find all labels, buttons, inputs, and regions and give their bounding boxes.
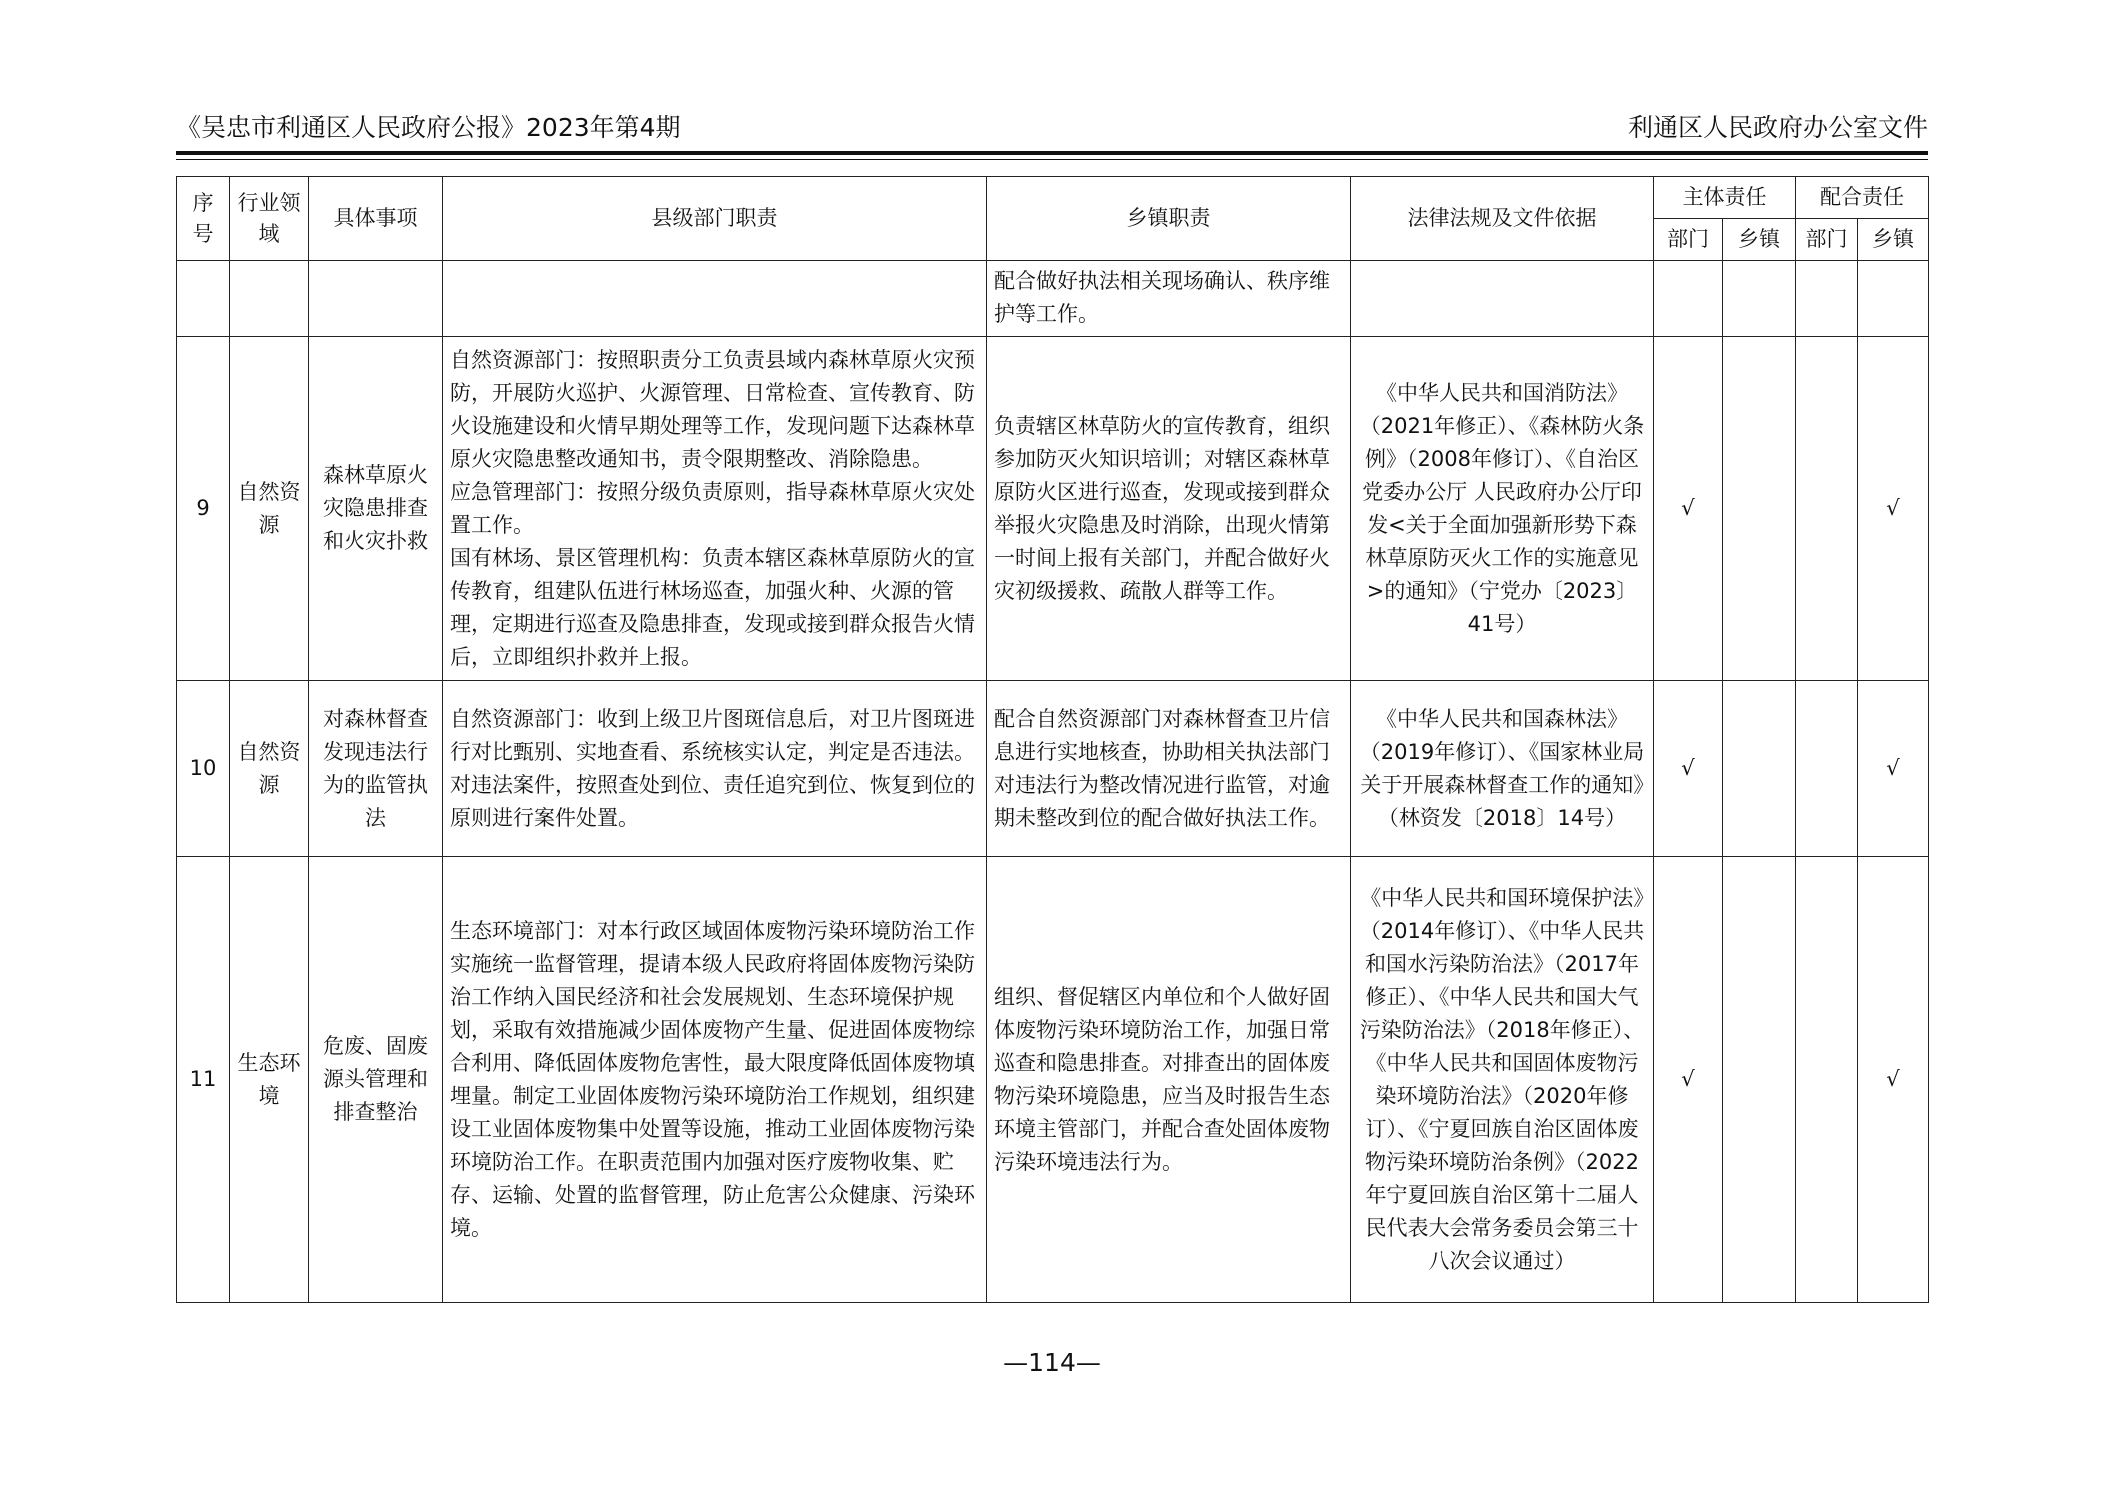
table-row (177, 857, 1929, 1303)
header-law-basis: 法律法规及文件依据 (1351, 177, 1654, 261)
header-field: 行业领域 (230, 177, 309, 261)
township-paragraph: 负责辖区林草防火的宣传教育，组织参加防灭火知识培训；对辖区森林草原防火区进行巡查，发现或接到群众举报火灾隐患及时消除，出现火情第一时间上报有关部门，并配合做好火灾初级援救、疏散人群等工作。 (994, 413, 1330, 603)
header-rule-thick (176, 151, 1928, 155)
township-paragraph: 配合做好执法相关现场确认、秩序维护等工作。 (994, 269, 1330, 326)
row-coop-dept (1796, 681, 1858, 857)
county-paragraph: 生态环境部门：对本行政区域固体废物污染环境防治工作实施统一监督管理，提请本级人民政府将固体废物污染防治工作纳入国民经济和社会发展规划、生态环境保护规划，采取有效措施减少固体废物产生量、促进固体废物综合利用、降低固体废物危害性，最大限度降低固体废物填埋量。制定工业固体废物污染环境防治工作规划，组织建设工业固体废物集中处置等设施，推动工业固体废物污染环境防治工作。在职责范围内加强对医疗废物收集、贮存、运输、处置的监督管理，防止危害公众健康、污染环境。 (450, 918, 975, 1240)
header-coop-town: 乡镇 (1858, 219, 1929, 261)
row-county-duty (443, 681, 987, 857)
issuing-office: 利通区人民政府办公室文件 (1627, 113, 1928, 142)
row-coop-town: √ (1858, 857, 1929, 1303)
row-main-town (1723, 261, 1796, 337)
row-township-duty (987, 261, 1351, 337)
row-main-dept: √ (1654, 857, 1723, 1303)
row-main-dept (1654, 261, 1723, 337)
township-paragraph: 配合自然资源部门对森林督查卫片信息进行实地核查，协助相关执法部门对违法行为整改情况进行监管，对逾期未整改到位的配合做好执法工作。 (994, 706, 1330, 830)
county-paragraph: 自然资源部门：收到上级卫片图斑信息后，对卫片图斑进行对比甄别、实地查看、系统核实认定，判定是否违法。对违法案件，按照查处到位、责任追究到位、恢复到位的原则进行案件处置。 (450, 706, 975, 830)
row-coop-town: √ (1858, 681, 1929, 857)
row-coop-dept (1796, 857, 1858, 1303)
row-main-town (1723, 681, 1796, 857)
row-item: 森林草原火灾隐患排查和火灾扑救 (309, 337, 443, 681)
header-main-responsibility: 主体责任 (1654, 177, 1796, 219)
header-township-duty: 乡镇职责 (987, 177, 1351, 261)
row-township-duty (987, 681, 1351, 857)
header-main-dept: 部门 (1654, 219, 1723, 261)
row-township-duty (987, 857, 1351, 1303)
row-main-town (1723, 337, 1796, 681)
row-law-basis: 《中华人民共和国森林法》（2019年修订）、《国家林业局关于开展森林督查工作的通知》（林资发〔2018〕14号） (1351, 681, 1654, 857)
row-seq: 9 (177, 337, 230, 681)
row-coop-town (1858, 261, 1929, 337)
row-coop-dept (1796, 337, 1858, 681)
header-rule-thin (176, 159, 1928, 160)
row-item (309, 261, 443, 337)
header-seq: 序号 (177, 177, 230, 261)
row-coop-dept (1796, 261, 1858, 337)
county-paragraph: 国有林场、景区管理机构：负责本辖区森林草原防火的宣传教育，组建队伍进行林场巡查，加强火种、火源的管理，定期进行巡查及隐患排查，发现或接到群众报告火情后，立即组织扑救并上报。 (450, 545, 975, 669)
header-main-town: 乡镇 (1723, 219, 1796, 261)
row-main-dept: √ (1654, 337, 1723, 681)
header-coop-responsibility: 配合责任 (1796, 177, 1929, 219)
table-row (177, 681, 1929, 857)
row-coop-town: √ (1858, 337, 1929, 681)
header-item: 具体事项 (309, 177, 443, 261)
table-row (177, 261, 1929, 337)
county-paragraph: 自然资源部门：按照职责分工负责县域内森林草原火灾预防，开展防火巡护、火源管理、日常检查、宣传教育、防火设施建设和火情早期处理等工作，发现问题下达森林草原火灾隐患整改通知书，责令限期整改、消除隐患。 (450, 347, 975, 471)
row-law-basis: 《中华人民共和国消防法》（2021年修正）、《森林防火条例》（2008年修订）、《自治区党委办公厅 人民政府办公厅印发<关于全面加强新形势下森林草原防灭火工作的实施意见>的通知》（宁党办〔2023〕41号） (1351, 337, 1654, 681)
row-county-duty (443, 337, 987, 681)
row-field: 生态环境 (230, 857, 309, 1303)
row-law-basis (1351, 261, 1654, 337)
row-county-duty (443, 857, 987, 1303)
row-law-basis: 《中华人民共和国环境保护法》（2014年修订）、《中华人民共和国水污染防治法》（2017年修正）、《中华人民共和国大气污染防治法》（2018年修正）、《中华人民共和国固体废物污染环境防治法》（2020年修订）、《宁夏回族自治区固体废物污染环境防治条例》（2022年宁夏回族自治区第十二届人民代表大会常务委员会第三十八次会议通过） (1351, 857, 1654, 1303)
row-item: 对森林督查发现违法行为的监管执法 (309, 681, 443, 857)
bulletin-title: 《吴忠市利通区人民政府公报》2023年第4期 (176, 113, 681, 142)
row-field: 自然资源 (230, 681, 309, 857)
township-paragraph: 组织、督促辖区内单位和个人做好固体废物污染环境防治工作，加强日常巡查和隐患排查。对排查出的固体废物污染环境隐患，应当及时报告生态环境主管部门，并配合查处固体废物污染环境违法行为。 (994, 984, 1330, 1174)
row-main-town (1723, 857, 1796, 1303)
header-county-duty: 县级部门职责 (443, 177, 987, 261)
row-township-duty (987, 337, 1351, 681)
row-field (230, 261, 309, 337)
row-item: 危废、固废源头管理和排查整治 (309, 857, 443, 1303)
row-seq: 10 (177, 681, 230, 857)
table-row (177, 337, 1929, 681)
header-coop-dept: 部门 (1796, 219, 1858, 261)
county-paragraph: 应急管理部门：按照分级负责原则，指导森林草原火灾处置工作。 (450, 479, 975, 537)
responsibility-table (176, 176, 1929, 1303)
row-seq: 11 (177, 857, 230, 1303)
page-number: —114— (1003, 1348, 1101, 1377)
row-main-dept: √ (1654, 681, 1723, 857)
row-field: 自然资源 (230, 337, 309, 681)
row-seq (177, 261, 230, 337)
row-county-duty (443, 261, 987, 337)
